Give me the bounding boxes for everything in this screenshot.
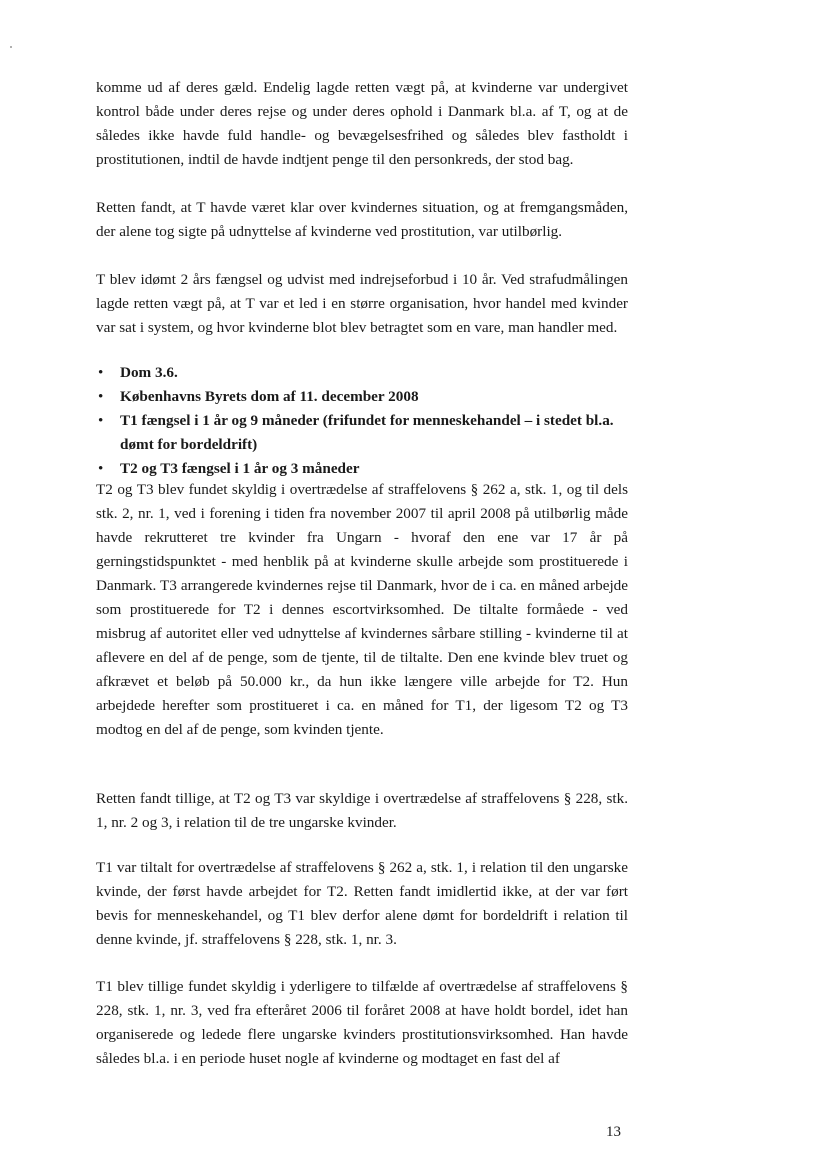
scan-artifact: [10, 46, 12, 48]
paragraph-1: komme ud af deres gæld. Endelig lagde retten vægt på, at kvinderne var undergivet kontrol både under deres rejse og under deres ophold i Danmark bl.a. af T, og at de således ikke havde fuld handle- og bevægelsesfrihed og således blev fastholdt i prostitutionen, indtil de havde indtjent penge til den personkreds, der stod bag.: [96, 79, 628, 168]
paragraph-5: Retten fandt tillige, at T2 og T3 var skyldige i overtrædelse af straffelovens § 228, stk. 1, nr. 2 og 3, i relation til de tre ungarske kvinder.: [96, 790, 628, 831]
list-item: [96, 361, 636, 385]
bullet-icon: •: [98, 388, 104, 405]
paragraph-2: Retten fandt, at T havde været klar over kvindernes situation, og at fremgangsmåden, der alene tog sigte på udnyttelse af kvinderne ved prostitution, var utilbørlig.: [96, 199, 628, 240]
list-item: [96, 385, 636, 409]
list-item-text: T2 og T3 fængsel i 1 år og 3 måneder: [120, 460, 360, 477]
bullet-icon: •: [98, 460, 104, 477]
list-item-text: Københavns Byrets dom af 11. december 2008: [120, 388, 419, 405]
list-item-text: Dom 3.6.: [120, 364, 178, 381]
paragraph-3: T blev idømt 2 års fængsel og udvist med indrejseforbud i 10 år. Ved strafudmålingen lagde retten vægt på, at T var et led i en større organisation, hvor handel med kvinder var sat i system, og hvor kvinderne blot blev betragtet som en vare, man handler med.: [96, 271, 628, 336]
bullet-icon: •: [98, 364, 104, 381]
paragraph-6: T1 var tiltalt for overtrædelse af straffelovens § 262 a, stk. 1, i relation til den ungarske kvinde, der først havde arbejdet for T2. Retten fandt imidlertid ikke, at der var ført bevis for menneskehandel, og T1 blev derfor alene dømt for bordeldrift i relation til denne kvinde, jf. straffelovens § 228, stk. 1, nr. 3.: [96, 859, 628, 948]
bullet-icon: •: [98, 412, 104, 429]
list-item: [96, 409, 636, 457]
list-item-text: T1 fængsel i 1 år og 9 måneder (frifundet for menneskehandel – i stedet bl.a. dømt for bordeldrift): [120, 412, 614, 453]
paragraph-4: T2 og T3 blev fundet skyldig i overtrædelse af straffelovens § 262 a, stk. 1, og til dels stk. 2, nr. 1, ved i forening i tiden fra november 2007 til april 2008 på utilbørlig måde havde rekrutteret tre kvinder fra Ungarn - hvoraf den ene var 17 år på gerningstidspunktet - med henblik på at kvinderne skulle arbejde som prostituerede i Danmark. T3 arrangerede kvindernes rejse til Danmark, hvor de i ca. en måned arbejde som prostituerede for T2 i dennes escortvirksomhed. De tiltalte formåede - ved misbrug af autoritet eller ved udnyttelse af kvindernes sårbare stilling - kvinderne til at aflevere en del af de penge, som de tjente, til de tiltalte. Den ene kvinde blev truet og afkrævet et beløb på 50.000 kr., da hun ikke længere ville arbejde for T2. Hun arbejdede herefter som prostitueret i ca. en måned for T1, der ligesom T2 og T3 modtog en del af de penge, som kvinden tjente.: [96, 481, 628, 738]
page-number: 13: [606, 1124, 621, 1140]
verdict-summary-list: [96, 361, 636, 481]
paragraph-7: T1 blev tillige fundet skyldig i yderligere to tilfælde af overtrædelse af straffelovens § 228, stk. 1, nr. 3, ved fra efteråret 2006 til foråret 2008 at have holdt bordel, idet han organiserede og ledede flere ungarske kvinders prostitutionsvirksomhed. Han havde således bl.a. i en periode huset nogle af kvinderne og modtaget en fast del af: [96, 978, 628, 1067]
